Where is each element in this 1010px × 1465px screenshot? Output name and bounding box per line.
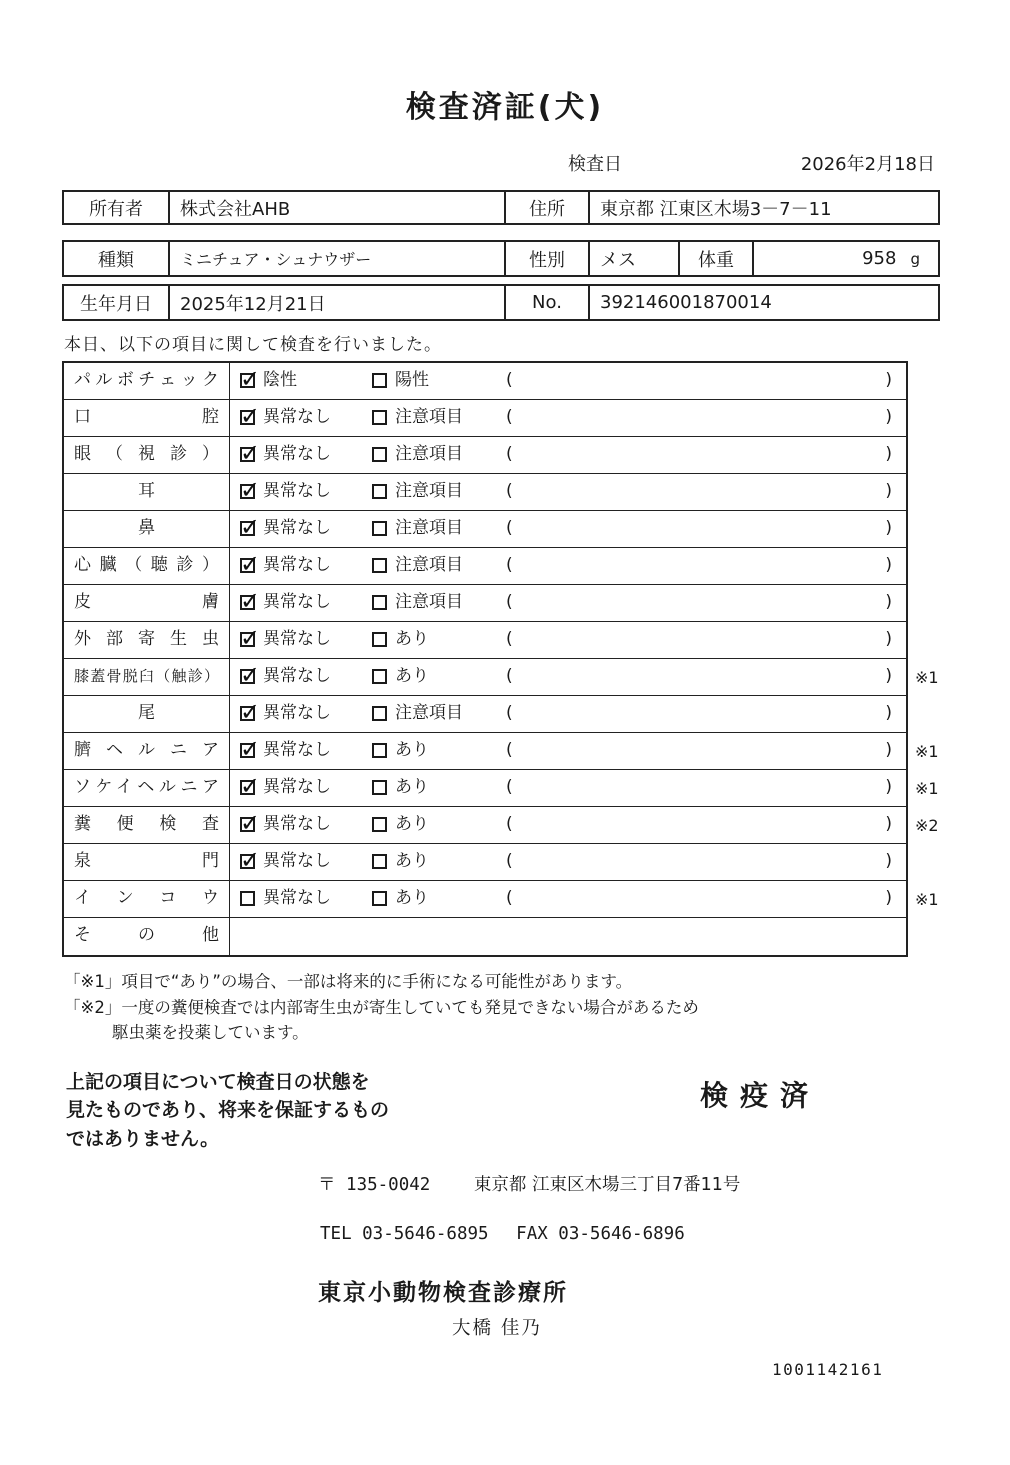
sex-value: メス [590,242,680,275]
note-paren-close: ) [885,666,892,686]
result-checkbox-secondary [372,484,387,499]
footnote-mark: ※1 [915,668,939,687]
note-paren-close: ) [885,555,892,575]
clinic-fax: FAX 03-5646-6896 [516,1224,685,1245]
disclaimer-line-1: 上記の項目について検査日の状態を [66,1070,370,1093]
inspection-row [64,511,906,548]
result-option-secondary-label: あり [395,888,429,908]
inspection-row [64,881,939,918]
inspection-item-results [230,696,906,732]
result-checkbox-secondary [372,706,387,721]
inspection-item-name: ソケイヘルニア [64,770,230,806]
result-option-secondary-label: 注意項目 [395,592,463,612]
inspection-item-results [230,770,906,806]
result-checkbox-primary [240,595,255,610]
footnote-2: 「※2」一度の糞便検査では内部寄生虫が寄生していても発見できない場合があるため [64,997,699,1017]
note-paren-open: ( [506,666,513,686]
inspection-item-name: その他 [64,918,230,955]
result-option-secondary-label: 注意項目 [395,555,463,575]
note-paren-close: ) [885,888,892,908]
result-checkbox-secondary [372,780,387,795]
note-paren-open: ( [506,629,513,649]
result-option-primary-label: 異常なし [263,814,331,834]
inspection-item-name: 外部寄生虫 [64,622,230,658]
result-checkbox-secondary [372,669,387,684]
clinic-tel: TEL 03-5646-6895 [320,1224,489,1245]
clinic-phone-line [320,1224,1010,1244]
footnote-mark: ※1 [915,742,939,761]
inspection-table [62,361,939,957]
inspection-item-results [230,881,906,917]
clinic-postal-address [318,1171,1010,1196]
intro-text: 本日、以下の項目に関して検査を行いました。 [64,335,442,355]
inspection-item-name: 泉門 [64,844,230,880]
result-checkbox-primary [240,780,255,795]
note-paren-close: ) [885,518,892,538]
result-option-primary-label: 異常なし [263,703,331,723]
result-option-primary-label: 異常なし [263,851,331,871]
note-paren-open: ( [506,370,513,390]
serial-number: 1001142161 [772,1360,884,1380]
inspection-row [64,474,906,511]
result-option-primary-label: 異常なし [263,740,331,760]
clinic-postal-code: 〒 135-0042 [318,1175,431,1196]
inspection-item-results [230,511,906,547]
result-option-primary-label: 異常なし [263,777,331,797]
note-paren-close: ) [885,703,892,723]
result-option-secondary-label: あり [395,666,429,686]
note-paren-close: ) [885,629,892,649]
note-paren-close: ) [885,481,892,501]
result-option-secondary-label: 注意項目 [395,703,463,723]
inspection-item-name: 鼻 [64,511,230,547]
inspection-item-name: 眼（視診） [64,437,230,473]
footnote-mark: ※2 [915,816,939,835]
birthdate-number-row [62,284,940,321]
note-paren-open: ( [506,851,513,871]
inspection-row [64,659,939,696]
result-checkbox-primary [240,854,255,869]
result-option-primary-label: 陰性 [263,370,297,390]
result-checkbox-primary [240,558,255,573]
result-option-secondary-label: あり [395,740,429,760]
result-checkbox-primary [240,632,255,647]
result-option-secondary-label: あり [395,629,429,649]
result-checkbox-primary [240,447,255,462]
note-paren-close: ) [885,407,892,427]
result-checkbox-primary [240,373,255,388]
owner-address-row [62,190,940,225]
owner-label: 所有者 [64,192,170,223]
inspection-row [64,696,906,733]
inspection-item-results [230,585,906,621]
note-paren-open: ( [506,777,513,797]
breed-sex-weight-row [62,240,940,277]
note-paren-close: ) [885,592,892,612]
result-option-primary-label: 異常なし [263,407,331,427]
inspection-item-results [230,659,906,695]
result-option-secondary-label: 注意項目 [395,518,463,538]
note-paren-open: ( [506,592,513,612]
inspection-item-results [230,437,906,473]
veterinarian-name: 大橋 佳乃 [452,1318,542,1340]
result-checkbox-primary [240,706,255,721]
note-paren-open: ( [506,407,513,427]
address-label: 住所 [506,192,590,223]
result-checkbox-secondary [372,632,387,647]
inspection-item-results [230,474,906,510]
inspection-item-name: パルボチェック [64,363,230,399]
result-option-secondary-label: 注意項目 [395,481,463,501]
note-paren-close: ) [885,740,892,760]
result-checkbox-primary [240,521,255,536]
result-checkbox-primary [240,743,255,758]
owner-value: 株式会社AHB [170,192,506,223]
note-paren-open: ( [506,555,513,575]
footnote-mark: ※1 [915,890,939,909]
clinic-name: 東京小動物検査診療所 [318,1280,568,1307]
result-checkbox-primary [240,410,255,425]
inspection-date-row [568,150,935,176]
disclaimer-line-2: 見たものであり、将来を保証するもの [66,1099,390,1122]
inspection-item-results [230,807,906,843]
number-value: 392146001870014 [600,292,772,313]
result-checkbox-secondary [372,447,387,462]
note-paren-open: ( [506,481,513,501]
result-option-primary-label: 異常なし [263,888,331,908]
inspection-item-name: 糞便検査 [64,807,230,843]
result-checkbox-secondary [372,410,387,425]
result-option-primary-label: 異常なし [263,629,331,649]
weight-value [754,242,938,275]
inspection-item-name: 心臓（聴診） [64,548,230,584]
result-checkbox-secondary [372,373,387,388]
inspection-date-label: 検査日 [568,154,622,175]
inspection-row [64,770,939,807]
note-paren-close: ) [885,851,892,871]
result-checkbox-primary [240,669,255,684]
inspection-row [64,400,906,437]
inspection-row [64,807,939,844]
result-option-secondary-label: あり [395,777,429,797]
breed-value: ミニチュア・シュナウザー [170,242,506,275]
inspection-item-name: 尾 [64,696,230,732]
inspection-row [64,363,906,400]
result-option-primary-label: 異常なし [263,555,331,575]
inspection-item-name: 口腔 [64,400,230,436]
inspection-item-results [230,844,906,880]
footnote-1: 「※1」項目で“あり”の場合、一部は将来的に手術になる可能性があります。 [64,972,633,991]
result-checkbox-secondary [372,595,387,610]
footnote-2-continued: 駆虫薬を投薬しています。 [112,1023,309,1043]
note-paren-open: ( [506,518,513,538]
inspection-row [64,622,906,659]
footnote-mark: ※1 [915,779,939,798]
note-paren-open: ( [506,444,513,464]
inspection-item-results [230,622,906,658]
inspection-item-name: インコウ [64,881,230,917]
inspection-item-name: 膝蓋骨脱臼（触診） [64,659,230,695]
inspection-row [64,733,939,770]
result-option-secondary-label: 注意項目 [395,444,463,464]
inspection-date-value: 2026年2月18日 [800,154,935,175]
disclaimer-line-3: ではありません。 [66,1127,220,1150]
result-option-secondary-label: 注意項目 [395,407,463,427]
inspection-item-results [230,548,906,584]
result-checkbox-primary [240,817,255,832]
inspection-item-name: 臍ヘルニア [64,733,230,769]
sex-label: 性別 [506,242,590,275]
result-checkbox-primary [240,891,255,906]
birthdate-value: 2025年12月21日 [170,286,506,319]
note-paren-close: ) [885,444,892,464]
weight-number: 958 [862,248,897,269]
result-option-secondary-label: あり [395,851,429,871]
inspection-item-results [230,918,906,955]
note-paren-close: ) [885,370,892,390]
note-paren-open: ( [506,814,513,834]
inspection-row [64,585,906,622]
result-option-secondary-label: 陽性 [395,370,429,390]
inspection-item-name: 耳 [64,474,230,510]
note-paren-open: ( [506,888,513,908]
result-checkbox-secondary [372,817,387,832]
quarantine-stamp: 検疫済 [700,1079,821,1112]
inspection-row [64,844,906,881]
inspection-row [64,437,906,474]
result-checkbox-secondary [372,743,387,758]
result-option-primary-label: 異常なし [263,592,331,612]
inspection-item-results [230,363,906,399]
result-option-primary-label: 異常なし [263,444,331,464]
weight-label: 体重 [680,242,754,275]
inspection-row [64,918,906,955]
disclaimer-text [66,1068,466,1154]
result-checkbox-secondary [372,854,387,869]
note-paren-open: ( [506,703,513,723]
weight-unit: g [910,249,920,268]
inspection-row [64,548,906,585]
result-option-secondary-label: あり [395,814,429,834]
result-option-primary-label: 異常なし [263,518,331,538]
footnotes [64,969,1010,1046]
result-checkbox-secondary [372,891,387,906]
number-label: No. [506,286,590,319]
result-checkbox-primary [240,484,255,499]
breed-label: 種類 [64,242,170,275]
note-paren-close: ) [885,814,892,834]
result-checkbox-secondary [372,558,387,573]
clinic-street-address: 東京都 江東区木場三丁目7番11号 [473,1175,741,1196]
birthdate-label: 生年月日 [64,286,170,319]
inspection-item-results [230,400,906,436]
document-title: 検査済証(犬) [405,90,605,125]
result-checkbox-secondary [372,521,387,536]
address-value: 東京都 江東区木場3－7－11 [600,198,832,220]
inspection-item-results [230,733,906,769]
result-option-primary-label: 異常なし [263,666,331,686]
note-paren-close: ) [885,777,892,797]
note-paren-open: ( [506,740,513,760]
result-option-primary-label: 異常なし [263,481,331,501]
inspection-item-name: 皮膚 [64,585,230,621]
